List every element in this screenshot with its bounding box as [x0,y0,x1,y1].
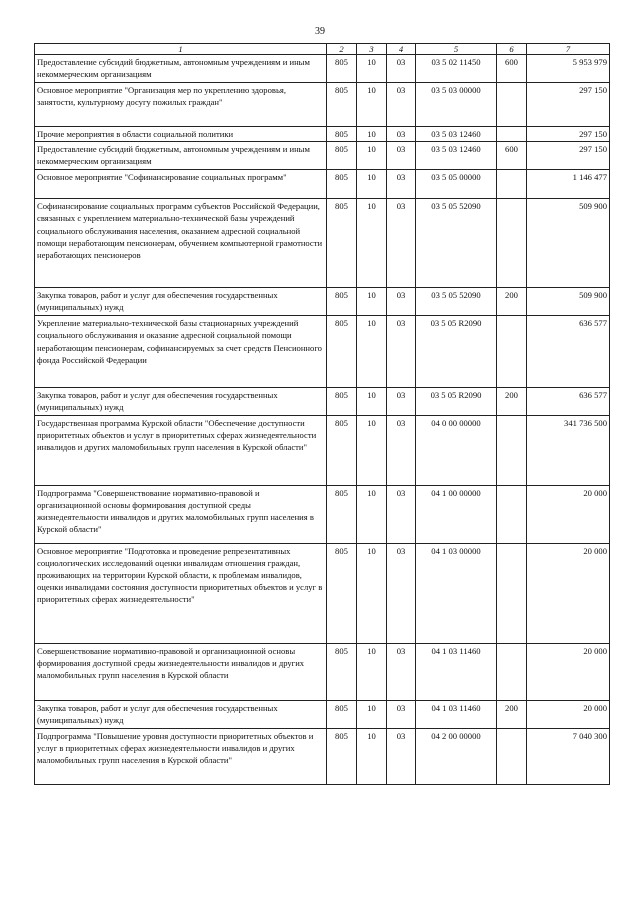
row-amount: 636 577 [527,388,610,415]
row-amount: 20 000 [527,700,610,728]
row-ministry: 805 [327,728,357,784]
row-subsection: 03 [387,288,416,316]
row-target: 04 2 00 00000 [416,728,497,784]
row-subsection: 03 [387,388,416,415]
row-expense-type: 600 [497,55,527,83]
row-amount: 297 150 [527,83,610,127]
row-amount: 20 000 [527,643,610,700]
row-section: 10 [357,700,387,728]
row-target: 04 1 00 00000 [416,485,497,543]
row-ministry: 805 [327,543,357,643]
row-section: 10 [357,288,387,316]
row-section: 10 [357,170,387,199]
row-name: Совершенствование нормативно-правовой и организационной основы формирования доступной среды жизнедеятельности инвалидов и других маломобильных групп населения в Курской области [35,643,327,700]
row-name: Укрепление материально-технической базы стационарных учреждений социального обслуживания и оказание адресной социальной помощи неработающим пенсионерам, софинансируемых за счет средств Пенсионного фонда Российской Федерации [35,316,327,388]
row-name: Государственная программа Курской области "Обеспечение доступности приоритетных объектов и услуг в приоритетных сферах жизнедеятельности инвалидов и других маломобильных групп населения в Курской области" [35,415,327,485]
column-header: 6 [497,44,527,55]
row-subsection: 03 [387,700,416,728]
row-target: 03 5 05 R2090 [416,316,497,388]
row-section: 10 [357,643,387,700]
row-name: Предоставление субсидий бюджетным, автономным учреждениям и иным некоммерческим организациям [35,142,327,170]
row-section: 10 [357,55,387,83]
table-row [35,199,610,288]
row-subsection: 03 [387,415,416,485]
row-expense-type [497,316,527,388]
row-expense-type: 600 [497,142,527,170]
row-section: 10 [357,485,387,543]
page-number: 39 [315,26,325,37]
row-ministry: 805 [327,288,357,316]
row-subsection: 03 [387,485,416,543]
row-expense-type [497,127,527,142]
row-name: Основное мероприятие "Софинансирование социальных программ" [35,170,327,199]
row-expense-type [497,170,527,199]
row-ministry: 805 [327,388,357,415]
row-amount: 20 000 [527,485,610,543]
row-ministry: 805 [327,643,357,700]
row-name: Закупка товаров, работ и услуг для обеспечения государственных (муниципальных) нужд [35,388,327,415]
row-expense-type [497,643,527,700]
column-header: 4 [387,44,416,55]
row-amount: 636 577 [527,316,610,388]
table-row [35,728,610,784]
row-ministry: 805 [327,127,357,142]
row-section: 10 [357,728,387,784]
row-section: 10 [357,388,387,415]
table-row [35,127,610,142]
row-subsection: 03 [387,643,416,700]
row-ministry: 805 [327,485,357,543]
row-amount: 297 150 [527,127,610,142]
row-name: Предоставление субсидий бюджетным, автономным учреждениям и иным некоммерческим организациям [35,55,327,83]
row-ministry: 805 [327,55,357,83]
row-expense-type [497,415,527,485]
column-header: 5 [416,44,497,55]
row-amount: 297 150 [527,142,610,170]
row-subsection: 03 [387,728,416,784]
row-target: 03 5 03 12460 [416,127,497,142]
row-expense-type [497,199,527,288]
table-row [35,316,610,388]
column-header: 3 [357,44,387,55]
row-target: 03 5 03 00000 [416,83,497,127]
row-expense-type [497,83,527,127]
row-section: 10 [357,83,387,127]
row-section: 10 [357,316,387,388]
row-expense-type [497,485,527,543]
row-ministry: 805 [327,700,357,728]
row-target: 04 1 03 11460 [416,700,497,728]
row-target: 03 5 05 R2090 [416,388,497,415]
table-row [35,55,610,83]
row-section: 10 [357,142,387,170]
row-ministry: 805 [327,83,357,127]
row-expense-type [497,728,527,784]
row-target: 03 5 05 52090 [416,288,497,316]
row-section: 10 [357,415,387,485]
row-amount: 7 040 300 [527,728,610,784]
row-subsection: 03 [387,142,416,170]
table-row [35,83,610,127]
row-expense-type [497,543,527,643]
row-ministry: 805 [327,316,357,388]
row-ministry: 805 [327,415,357,485]
row-section: 10 [357,127,387,142]
row-target: 04 1 03 11460 [416,643,497,700]
row-target: 03 5 03 12460 [416,142,497,170]
row-ministry: 805 [327,199,357,288]
table-row [35,170,610,199]
row-subsection: 03 [387,83,416,127]
row-section: 10 [357,543,387,643]
row-name: Закупка товаров, работ и услуг для обеспечения государственных (муниципальных) нужд [35,288,327,316]
row-target: 04 0 00 00000 [416,415,497,485]
row-target: 04 1 03 00000 [416,543,497,643]
row-target: 03 5 05 52090 [416,199,497,288]
row-subsection: 03 [387,170,416,199]
row-expense-type: 200 [497,388,527,415]
row-expense-type: 200 [497,700,527,728]
table-row [35,485,610,543]
table-row [35,543,610,643]
budget-table [34,43,610,785]
row-amount: 20 000 [527,543,610,643]
table-row [35,288,610,316]
row-amount: 509 900 [527,288,610,316]
row-name: Основное мероприятие "Подготовка и проведение репрезентативных социологических исследований оценки инвалидам отношения граждан, проживающих на территории Курской области, к проблемам инвалидов, оценки инвалидами состояния доступности приоритетных объектов и услуг в приоритетных сферах жизнедеятельности" [35,543,327,643]
row-amount: 509 900 [527,199,610,288]
row-amount: 1 146 477 [527,170,610,199]
row-name: Софинансирование социальных программ субъектов Российской Федерации, связанных с укреплением материально-технической базы учреждений социального обслуживания населения, оказанием адресной социальной помощи неработающим пенсионерам, обучением компьютерной грамотности неработающих пенсионеров [35,199,327,288]
row-name: Основное мероприятие "Организация мер по укреплению здоровья, занятости, культурному досугу пожилых граждан" [35,83,327,127]
table-row [35,643,610,700]
row-section: 10 [357,199,387,288]
column-header: 7 [527,44,610,55]
table-row [35,415,610,485]
row-ministry: 805 [327,142,357,170]
row-name: Подпрограмма "Совершенствование нормативно-правовой и организационной основы формирования доступной среды жизнедеятельности инвалидов и других маломобильных групп населения в Курской области" [35,485,327,543]
row-ministry: 805 [327,170,357,199]
row-name: Подпрограмма "Повышение уровня доступности приоритетных объектов и услуг в приоритетных сферах жизнедеятельности инвалидов и других маломобильных групп населения в Курской области" [35,728,327,784]
row-name: Прочие мероприятия в области социальной политики [35,127,327,142]
row-name: Закупка товаров, работ и услуг для обеспечения государственных (муниципальных) нужд [35,700,327,728]
table-row [35,142,610,170]
row-expense-type: 200 [497,288,527,316]
row-subsection: 03 [387,55,416,83]
row-target: 03 5 02 11450 [416,55,497,83]
column-header: 1 [35,44,327,55]
row-subsection: 03 [387,316,416,388]
row-subsection: 03 [387,127,416,142]
row-subsection: 03 [387,199,416,288]
table-row [35,700,610,728]
header-row [35,44,610,55]
row-subsection: 03 [387,543,416,643]
row-amount: 341 736 500 [527,415,610,485]
column-header: 2 [327,44,357,55]
row-target: 03 5 05 00000 [416,170,497,199]
row-amount: 5 953 979 [527,55,610,83]
table-row [35,388,610,415]
